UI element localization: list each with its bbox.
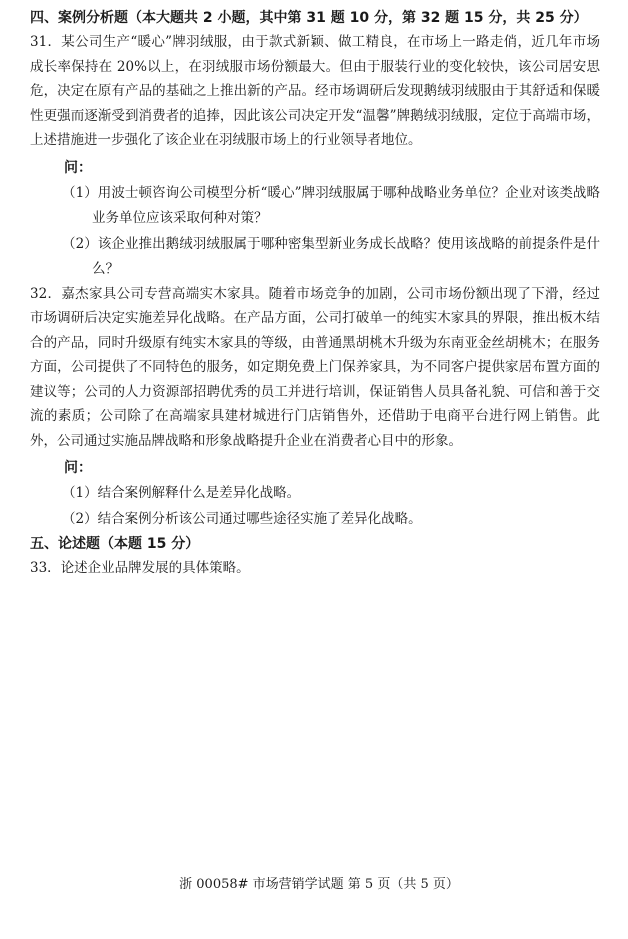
section-5-heading: 五、论述题（本题 15 分） [30,536,200,552]
question-32-ask-label: 问： [64,460,92,476]
question-31-text: 31．某公司生产“暖心”牌羽绒服，由于款式新颖、做工精良，在市场上一路走俏，近几年市场成长率保持在 20%以上，在羽绒服市场份额最大。但由于服装行业的变化较快，该公司居安思危，决定在原有产品的基础之上推出新的产品。经市场调研后发现鹅绒羽绒服由于其舒适和保暖性更强而逐渐受到消费者的追捧，因此该公司决定开发“温馨”牌鹅绒羽绒服，定位于高端市场，上述措施进一步强化了该企业在羽绒服市场上的行业领导者地位。 [30,34,600,148]
section-4-heading: 四、案例分析题（本大题共 2 小题，其中第 31 题 10 分，第 32 题 15 分，共 25 分） [30,10,588,26]
question-31-ask-label: 问： [64,159,92,176]
question-32-text: 32．嘉杰家具公司专营高端实木家具。随着市场竞争的加剧，公司市场份额出现了下滑，经过市场调研后决定实施差异化战略。在产品方面，公司打破单一的纯实木家具的界限，推出板木结合的产品，同时升级原有纯实木家具的等级，由普通黑胡桃木升级为东南亚金丝胡桃木；在服务方面，公司提供了不同特色的服务，如定期免费上门保养家具，为不同客户提供家居布置方面的建议等；公司的人力资源部招聘优秀的员工并进行培训，保证销售人员具备礼貌、可信和善于交流的素质；公司除了在高端家具建材城进行门店销售外，还借助于电商平台进行网上销售。此外，公司通过实施品牌战略和形象战略提升企业在消费者心目中的形象。 [30,285,600,449]
question-33-text: 33．论述企业品牌发展的具体策略。 [30,560,250,576]
page-footer: 浙 00058# 市场营销学试题 第 5 页（共 5 页） [179,877,459,892]
question-31-sub-1: （1）用波士顿咨询公司模型分析“暖心”牌羽绒服属于哪种战略业务单位？企业对该类战略业务单位应该采取何种对策？ [62,184,600,226]
question-32-sub-2: （2）结合案例分析该公司通过哪些途径实施了差异化战略。 [62,511,422,527]
question-31-sub-2: （2）该企业推出鹅绒羽绒服属于哪种密集型新业务成长战略？使用该战略的前提条件是什么？ [62,235,600,277]
question-32-sub-1: （1）结合案例解释什么是差异化战略。 [62,485,301,501]
exam-content [30,6,600,581]
